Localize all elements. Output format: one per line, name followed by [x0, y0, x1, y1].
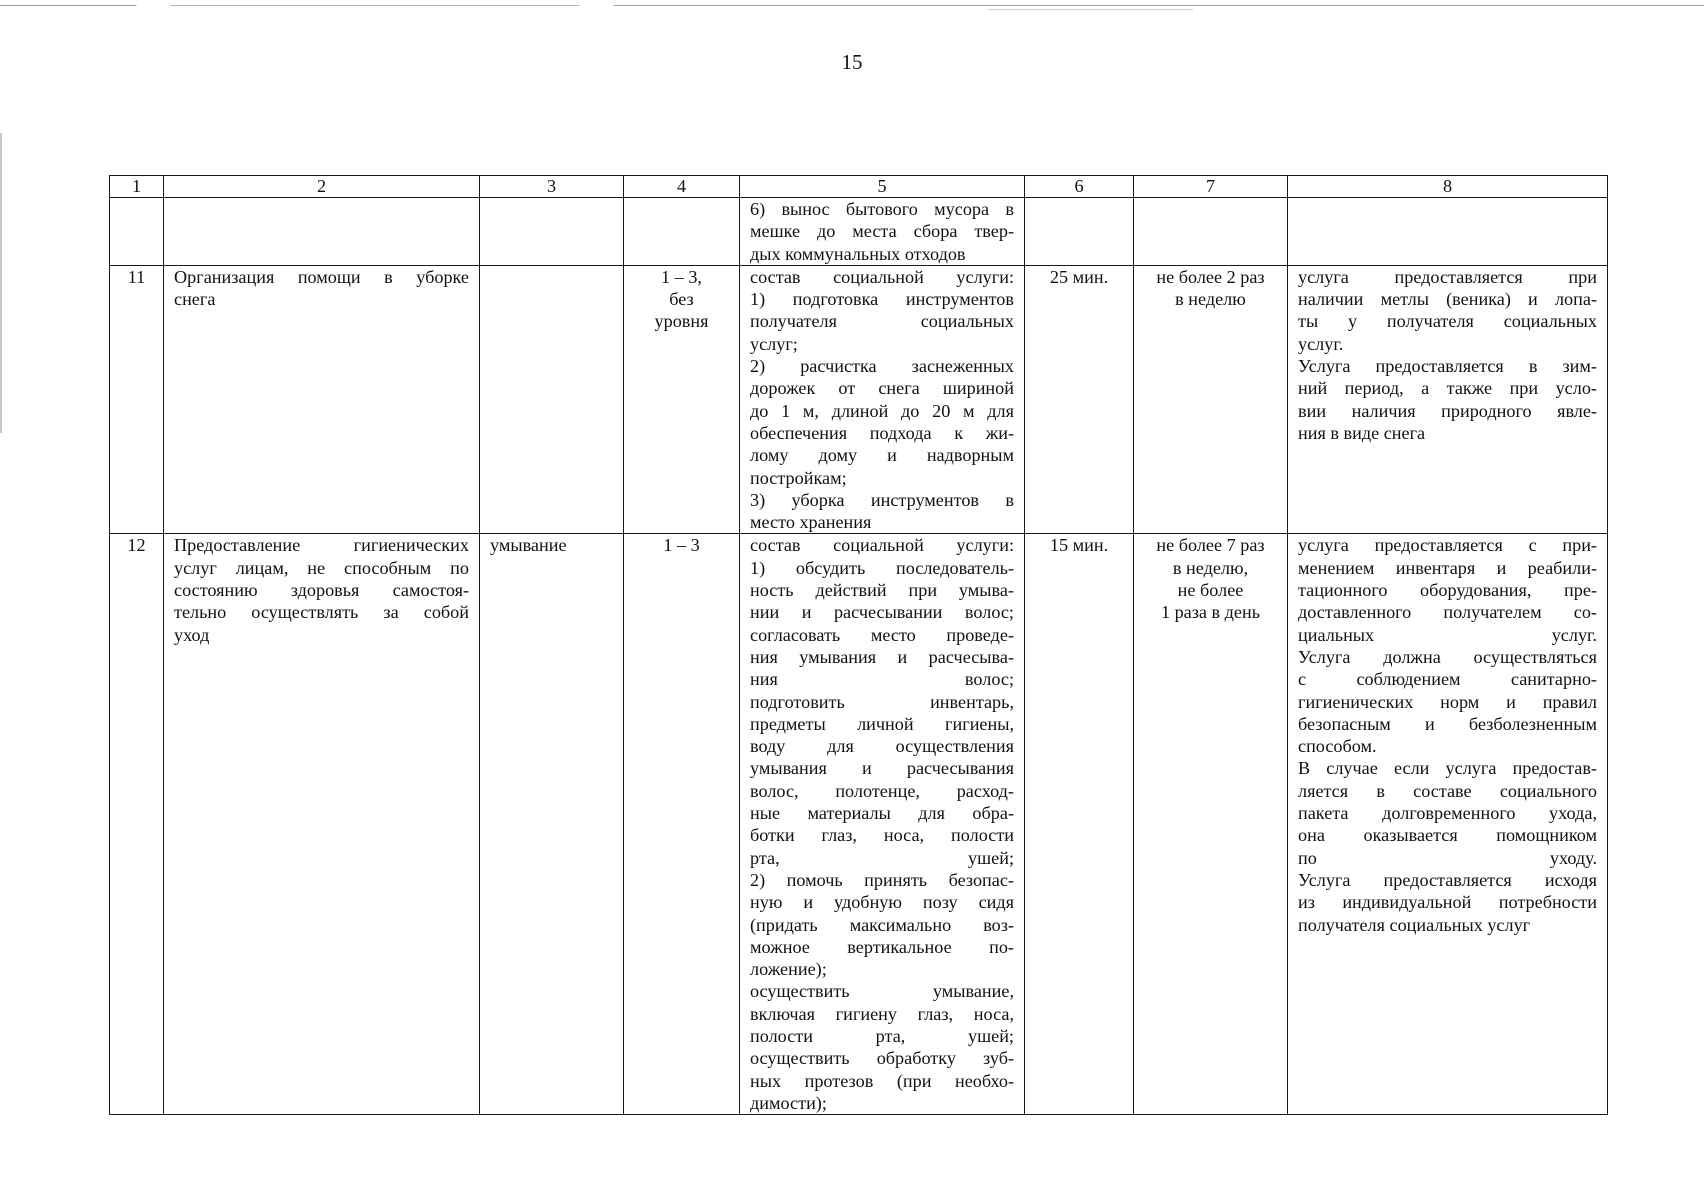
- service-type-cell: [480, 265, 624, 534]
- text-line: не более: [1177, 580, 1244, 601]
- column-number: 4: [624, 176, 740, 198]
- text-line: Услуга предоставляется исходя: [1298, 869, 1597, 890]
- frequency-cell: [1134, 198, 1288, 266]
- need-level-cell: [624, 534, 740, 1115]
- text-line: состав социальной услуги:: [750, 535, 1014, 556]
- text-line: наличии метлы (веника) и лопа-: [1298, 289, 1597, 310]
- duration-cell: [1025, 198, 1134, 266]
- text-line: услуг.: [1298, 333, 1344, 354]
- text-line: ные материалы для обра-: [750, 803, 1014, 824]
- text-line: дорожек от снега шириной: [750, 378, 1014, 399]
- text-line: 1 раза в день: [1160, 602, 1261, 623]
- text-line: 1 – 3,: [661, 266, 702, 287]
- text-line: не более 7 раз: [1156, 535, 1265, 556]
- service-name-cell: [164, 198, 480, 266]
- text-line: предметы личной гигиены,: [750, 713, 1014, 734]
- text-line: из индивидуальной потребности: [1298, 892, 1597, 913]
- text-line: ность действий при умыва-: [750, 580, 1014, 601]
- text-line: 15 мин.: [1049, 535, 1109, 556]
- text-line: в неделю,: [1172, 557, 1249, 578]
- service-type-cell: [480, 534, 624, 1115]
- text-line: циальных услуг.: [1298, 624, 1597, 645]
- column-number: 6: [1025, 176, 1134, 198]
- text-line: по уходу.: [1298, 847, 1597, 868]
- text-line: ния в виде снега: [1298, 422, 1426, 443]
- text-line: Предоставление гигиенических: [174, 535, 469, 556]
- text-line: 3) уборка инструментов в: [750, 489, 1014, 510]
- text-line: ния волос;: [750, 669, 1014, 690]
- text-line: способом.: [1298, 736, 1377, 757]
- text-line: уход: [174, 624, 210, 645]
- text-line: ты у получателя социальных: [1298, 311, 1597, 332]
- service-content-cell: [740, 534, 1025, 1115]
- text-line: В случае если услуга предостав-: [1298, 758, 1597, 779]
- text-line: менением инвентаря и реабили-: [1298, 557, 1597, 578]
- row-number-cell: 11: [110, 265, 164, 534]
- need-level-cell: [624, 198, 740, 266]
- text-line: дых коммунальных отходов: [750, 243, 966, 264]
- table-row: [110, 265, 1608, 534]
- text-line: 1 – 3: [663, 535, 700, 556]
- conditions-cell: [1288, 198, 1608, 266]
- text-line: 2) расчистка заснеженных: [750, 356, 1014, 377]
- text-line: подготовить инвентарь,: [750, 691, 1014, 712]
- text-line: пакета долговременного ухода,: [1298, 803, 1597, 824]
- page-number: 15: [841, 50, 863, 74]
- services-table: [109, 175, 1608, 1115]
- column-number: 7: [1134, 176, 1288, 198]
- service-name-cell: [164, 534, 480, 1115]
- text-line: ний период, а также при усло-: [1298, 378, 1597, 399]
- text-line: снега: [174, 289, 216, 310]
- text-line: нии и расчесывании волос;: [750, 602, 1014, 623]
- text-line: Услуга должна осуществляться: [1298, 646, 1597, 667]
- text-line: она оказывается помощником: [1298, 825, 1597, 846]
- text-line: включая гигиену глаз, носа,: [750, 1003, 1014, 1024]
- text-line: умывание: [490, 535, 567, 556]
- text-line: до 1 м, длиной до 20 м для: [750, 400, 1014, 421]
- text-line: рта, ушей;: [750, 847, 1014, 868]
- text-line: услуг лицам, не способным по: [174, 557, 469, 578]
- text-line: постройкам;: [750, 467, 847, 488]
- table-body: [110, 176, 1608, 1115]
- column-number: 1: [110, 176, 164, 198]
- text-line: услуга предоставляется с при-: [1298, 535, 1597, 556]
- text-line: 1) обсудить последователь-: [750, 557, 1014, 578]
- text-line: ную и удобную позу сидя: [750, 892, 1014, 913]
- text-line: можное вертикальное по-: [750, 936, 1014, 957]
- text-line: услуга предоставляется при: [1298, 266, 1597, 287]
- text-line: с соблюдением санитарно-: [1298, 669, 1597, 690]
- text-line: обеспечения подхода к жи-: [750, 422, 1014, 443]
- text-line: Услуга предоставляется в зим-: [1298, 356, 1597, 377]
- text-line: осуществить умывание,: [750, 981, 1014, 1002]
- text-line: получателя социальных услуг: [1298, 914, 1531, 935]
- text-line: тационного оборудования, пре-: [1298, 580, 1597, 601]
- service-name-cell: [164, 265, 480, 534]
- text-line: состоянию здоровья самостоя-: [174, 580, 469, 601]
- text-line: ляется в составе социального: [1298, 780, 1597, 801]
- text-line: 25 мин.: [1049, 266, 1109, 287]
- column-number: 5: [740, 176, 1025, 198]
- text-line: полости рта, ушей;: [750, 1025, 1014, 1046]
- text-line: воду для осуществления: [750, 736, 1014, 757]
- frequency-cell: [1134, 534, 1288, 1115]
- text-line: ложение);: [750, 959, 827, 980]
- scan-border-line: [0, 5, 1704, 6]
- row-number-cell: 12: [110, 534, 164, 1115]
- column-number: 3: [480, 176, 624, 198]
- text-line: не более 2 раз: [1156, 266, 1265, 287]
- text-line: димости);: [750, 1092, 827, 1113]
- text-line: волос, полотенце, расход-: [750, 780, 1014, 801]
- text-line: Организация помощи в уборке: [174, 266, 469, 287]
- text-line: без: [669, 289, 694, 310]
- text-line: 1) подготовка инструментов: [750, 289, 1014, 310]
- conditions-cell: [1288, 265, 1608, 534]
- service-type-cell: [480, 198, 624, 266]
- scan-edge-mark: [0, 133, 2, 433]
- text-line: уровня: [654, 311, 709, 332]
- column-number: 8: [1288, 176, 1608, 198]
- text-line: получателя социальных: [750, 311, 1014, 332]
- column-number: 2: [164, 176, 480, 198]
- scan-border-line-secondary: [0, 9, 1704, 10]
- text-line: (придать максимально воз-: [750, 914, 1014, 935]
- text-line: согласовать место проведе-: [750, 624, 1014, 645]
- conditions-cell: [1288, 534, 1608, 1115]
- text-line: мешке до места сбора твер-: [750, 221, 1014, 242]
- text-line: тельно осуществлять за собой: [174, 602, 469, 623]
- text-line: место хранения: [750, 512, 872, 533]
- table-row: [110, 534, 1608, 1115]
- row-number-cell: [110, 198, 164, 266]
- text-line: услуг;: [750, 333, 798, 354]
- service-content-cell: [740, 198, 1025, 266]
- text-line: ния умывания и расчесыва-: [750, 646, 1014, 667]
- service-content-cell: [740, 265, 1025, 534]
- duration-cell: [1025, 534, 1134, 1115]
- text-line: доставленного получателем со-: [1298, 602, 1597, 623]
- text-line: ных протезов (при необхо-: [750, 1070, 1014, 1091]
- text-line: вии наличия природного явле-: [1298, 400, 1597, 421]
- duration-cell: [1025, 265, 1134, 534]
- text-line: гигиенических норм и правил: [1298, 691, 1597, 712]
- column-number-row: [110, 176, 1608, 198]
- frequency-cell: [1134, 265, 1288, 534]
- text-line: 2) помочь принять безопас-: [750, 869, 1014, 890]
- text-line: 6) вынос бытового мусора в: [750, 199, 1014, 219]
- text-line: в неделю: [1175, 289, 1246, 310]
- text-line: умывания и расчесывания: [750, 758, 1014, 779]
- table-row: [110, 198, 1608, 266]
- text-line: осуществить обработку зуб-: [750, 1048, 1014, 1069]
- text-line: состав социальной услуги:: [750, 266, 1014, 287]
- text-line: ботки глаз, носа, полости: [750, 825, 1014, 846]
- text-line: безопасным и безболезненным: [1298, 713, 1597, 734]
- text-line: лому дому и надворным: [750, 445, 1014, 466]
- need-level-cell: [624, 265, 740, 534]
